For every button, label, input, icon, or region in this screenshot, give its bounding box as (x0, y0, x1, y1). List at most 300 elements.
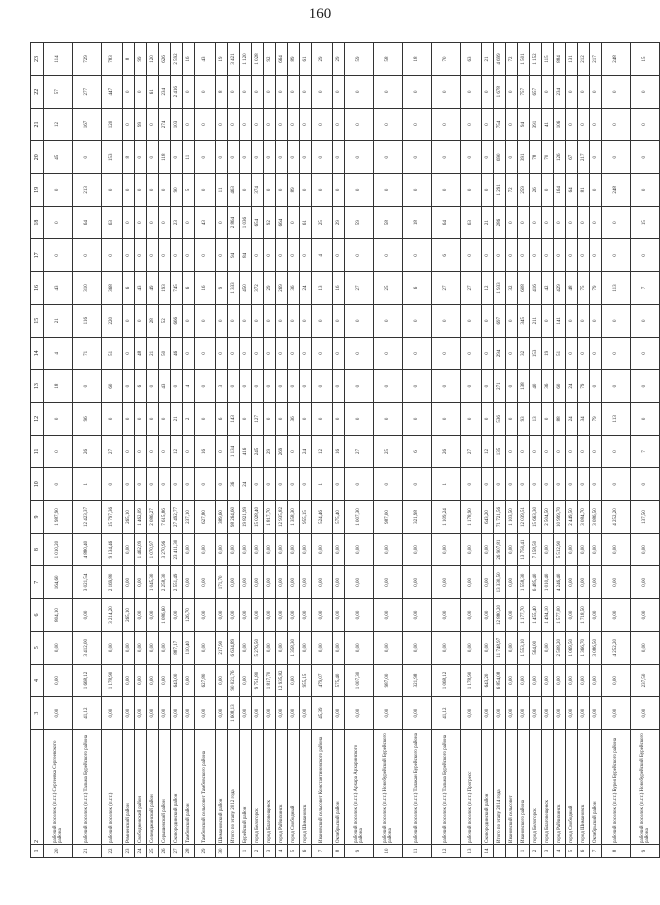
value-cell: 0,00 (240, 566, 252, 599)
value-cell: 27 (432, 272, 461, 305)
value-cell: 40 (530, 370, 542, 403)
value-cell: 36 (542, 370, 554, 403)
value-cell: 3 214,20 (102, 599, 123, 632)
value-cell: 0 (631, 75, 660, 108)
value-cell: 0,00 (506, 664, 518, 697)
value-cell: 7 158,50 (530, 533, 542, 566)
value-cell: 0,00 (566, 599, 578, 632)
value-cell: 0,00 (566, 664, 578, 697)
value-cell: 0 (195, 75, 216, 108)
value-cell: 0 (135, 141, 147, 174)
row-number-cell: 30 (216, 845, 228, 858)
value-cell: 0 (183, 108, 195, 141)
table-row (252, 43, 264, 858)
value-cell: 391 (530, 108, 542, 141)
value-cell: 0 (403, 75, 432, 108)
value-cell: 1 036 (240, 206, 252, 239)
value-cell: 0 (345, 174, 374, 207)
value-cell: 0 (240, 174, 252, 207)
value-cell: 447 (102, 75, 123, 108)
value-cell: 1 (432, 468, 461, 501)
value-cell: 0,00 (461, 566, 482, 599)
value-cell: 321,98 (403, 501, 432, 534)
value-cell: 0 (288, 304, 300, 337)
value-cell: 310 (73, 272, 102, 305)
value-cell: 0,00 (312, 631, 333, 664)
name-cell: 2 (31, 730, 44, 845)
value-cell: 0 (216, 304, 228, 337)
value-cell: 0 (123, 435, 135, 468)
value-cell: 25 (374, 272, 403, 305)
name-cell: Тамбовский сельсовет Тамбовского района (195, 730, 216, 845)
value-cell: 0 (228, 75, 240, 108)
value-cell: 114 (44, 43, 73, 76)
value-cell: 0 (631, 304, 660, 337)
value-cell: 63 (461, 206, 482, 239)
value-cell: 72 (506, 43, 518, 76)
value-cell: 0,00 (590, 599, 602, 632)
value-cell: 16 (333, 272, 345, 305)
value-cell: 0 (333, 402, 345, 435)
value-cell: 41,12 (73, 697, 102, 730)
value-cell: 15 (631, 43, 660, 76)
value-cell: 0 (123, 239, 135, 272)
name-cell: город Райчихинск (554, 730, 566, 845)
value-cell: 0 (183, 304, 195, 337)
value-cell: 0,00 (228, 533, 240, 566)
value-cell: 89 (288, 174, 300, 207)
value-cell: 1 608,13 (228, 697, 240, 730)
value-cell: 61 (147, 75, 159, 108)
value-cell: 0,00 (602, 566, 631, 599)
value-cell: 0 (631, 239, 660, 272)
value-cell: 71 (73, 337, 102, 370)
value-cell: 0,00 (288, 566, 300, 599)
value-cell: 1 103,50 (506, 501, 518, 534)
value-cell: 10 999,70 (554, 501, 566, 534)
table-row (147, 43, 159, 858)
value-cell: 0 (183, 435, 195, 468)
value-cell: 564,00 (530, 631, 542, 664)
row-number-cell: 8 (333, 845, 345, 858)
value-cell: 217 (590, 43, 602, 76)
value-cell: 2 449,50 (566, 501, 578, 534)
value-cell: 0 (542, 435, 554, 468)
name-cell: рабочий поселок (п.г.т.) Тальма Бурейского района (73, 730, 102, 845)
value-cell: 0,00 (147, 664, 159, 697)
value-cell: 0,00 (345, 631, 374, 664)
value-cell: 18 (44, 370, 73, 403)
value-cell: 269 (276, 272, 288, 305)
value-cell: 79 (578, 370, 590, 403)
value-cell: 1 028 (252, 43, 264, 76)
value-cell: 0 (228, 141, 240, 174)
value-cell: 217,90 (216, 631, 228, 664)
value-cell: 45 (44, 141, 73, 174)
value-cell: 0 (506, 468, 518, 501)
value-cell: 94 (228, 239, 240, 272)
value-cell: 0 (183, 239, 195, 272)
value-cell: 8 (123, 43, 135, 76)
value-cell: 59 (345, 206, 374, 239)
table-row (578, 43, 590, 858)
value-cell: 15 797,36 (102, 501, 123, 534)
value-cell: 0 (506, 435, 518, 468)
value-cell: 15 028,40 (252, 501, 264, 534)
value-cell: 0 (602, 370, 631, 403)
value-cell: 63 (461, 43, 482, 76)
value-cell: 16 (195, 435, 216, 468)
value-cell: 374 (252, 174, 264, 207)
value-cell: 0 (403, 370, 432, 403)
value-cell: 0,00 (506, 631, 518, 664)
value-cell: 0 (432, 370, 461, 403)
value-cell: 237,10 (183, 501, 195, 534)
value-cell: 0 (44, 468, 73, 501)
value-cell: 664 (276, 43, 288, 76)
value-cell: 0 (590, 370, 602, 403)
value-cell: 0 (403, 468, 432, 501)
value-cell: 4 (183, 370, 195, 403)
value-cell: 626 (159, 43, 171, 76)
value-cell: 0,00 (403, 533, 432, 566)
value-cell: 0,00 (240, 631, 252, 664)
value-cell: 0 (506, 75, 518, 108)
value-cell: 16 (31, 272, 44, 305)
value-cell: 0 (506, 108, 518, 141)
row-number-cell: 6 (300, 845, 312, 858)
value-cell: 127 (252, 402, 264, 435)
value-cell: 0 (195, 304, 216, 337)
value-cell: 9 751,80 (252, 664, 264, 697)
value-cell: 0 (312, 304, 333, 337)
value-cell: 0,00 (264, 697, 276, 730)
value-cell: 0,00 (374, 697, 403, 730)
value-cell: 0 (216, 108, 228, 141)
value-cell: 0 (288, 75, 300, 108)
value-cell: 0,00 (461, 599, 482, 632)
value-cell: 1 718,50 (578, 599, 590, 632)
value-cell: 0 (590, 304, 602, 337)
value-cell: 0 (482, 337, 494, 370)
value-cell: 43 (44, 272, 73, 305)
value-cell: 274 (159, 108, 171, 141)
row-number-cell: 7 (590, 845, 602, 858)
value-cell: 0 (312, 174, 333, 207)
value-cell: 5 512,90 (554, 533, 566, 566)
value-cell: 0 (530, 239, 542, 272)
value-cell: 0,00 (123, 697, 135, 730)
value-cell: 171,70 (216, 566, 228, 599)
value-cell: 237,50 (631, 664, 660, 697)
value-cell: 24 (300, 435, 312, 468)
value-cell: 0,00 (631, 533, 660, 566)
value-cell: 0 (252, 370, 264, 403)
value-cell: 0,00 (159, 631, 171, 664)
value-cell: 0,00 (566, 566, 578, 599)
value-cell: 0 (135, 75, 147, 108)
name-cell: рабочий поселок (п.г.т.) Талакан Бурейского района (403, 730, 432, 845)
value-cell: 19 821,99 (240, 501, 252, 534)
row-number-cell: 2 (530, 845, 542, 858)
value-cell: 0,00 (432, 631, 461, 664)
value-cell: 1 045,30 (147, 566, 159, 599)
value-cell: 13 (31, 370, 44, 403)
value-cell: 113 (602, 402, 631, 435)
row-number-cell: 26 (159, 845, 171, 858)
table-row (102, 43, 123, 858)
table-row (333, 43, 345, 858)
value-cell: 0 (252, 239, 264, 272)
value-cell: 0 (542, 206, 554, 239)
header-row (31, 43, 44, 858)
value-cell: 0 (506, 337, 518, 370)
table-row (276, 43, 288, 858)
value-cell: 211 (530, 304, 542, 337)
value-cell: 0 (44, 435, 73, 468)
value-cell: 0 (566, 435, 578, 468)
value-cell: 0 (252, 468, 264, 501)
value-cell: 3 270,96 (159, 533, 171, 566)
value-cell: 0 (578, 304, 590, 337)
value-cell: 0,00 (542, 631, 554, 664)
value-cell: 277 (73, 75, 102, 108)
value-cell: 0,00 (252, 533, 264, 566)
value-cell: 2 258,30 (159, 566, 171, 599)
value-cell: 2 086,27 (147, 501, 159, 534)
value-cell: 131 (566, 43, 578, 76)
value-cell: 135 (494, 435, 506, 468)
value-cell: 0 (264, 468, 276, 501)
value-cell: 70 (432, 43, 461, 76)
value-cell: 43 (195, 43, 216, 76)
value-cell: 2 416 (171, 75, 183, 108)
value-cell: 479,07 (312, 664, 333, 697)
value-cell: 0 (159, 239, 171, 272)
value-cell: 90 (171, 174, 183, 207)
table-row (171, 43, 183, 858)
value-cell: 0 (333, 239, 345, 272)
value-cell: 0 (252, 304, 264, 337)
value-cell: 0,00 (374, 533, 403, 566)
value-cell: 60 (554, 370, 566, 403)
value-cell: 0,00 (554, 697, 566, 730)
value-cell: 1 010,40 (542, 566, 554, 599)
value-cell: 32 (506, 272, 518, 305)
value-cell: 0 (631, 468, 660, 501)
value-cell: 0,00 (300, 599, 312, 632)
value-cell: 0,00 (240, 599, 252, 632)
value-cell: 6 (216, 402, 228, 435)
name-cell: рабочий поселок (п.г.т.) (102, 730, 123, 845)
value-cell: 0,00 (333, 599, 345, 632)
name-cell: Итого по этапу 2014 года (494, 730, 506, 845)
value-cell: 0,00 (312, 599, 333, 632)
value-cell: 0 (252, 337, 264, 370)
value-cell: 24 (566, 370, 578, 403)
value-cell: 345 (518, 304, 530, 337)
row-number-cell: 8 (602, 845, 631, 858)
value-cell: 0,00 (300, 566, 312, 599)
value-cell: 0 (461, 239, 482, 272)
value-cell: 0,00 (345, 599, 374, 632)
value-cell: 0,00 (461, 697, 482, 730)
value-cell: 0,00 (216, 664, 228, 697)
name-cell: город Райчихинск (276, 730, 288, 845)
value-cell: 18 (31, 206, 44, 239)
value-cell: 0,00 (276, 631, 288, 664)
row-number-cell: 13 (461, 845, 482, 858)
value-cell: 8 (31, 533, 44, 566)
value-cell: 6 (432, 239, 461, 272)
row-number-cell: 6 (578, 845, 590, 858)
value-cell: 3 412,00 (73, 631, 102, 664)
value-cell: 0 (171, 141, 183, 174)
value-cell: 0 (264, 239, 276, 272)
value-cell: 690 (494, 141, 506, 174)
name-cell: Сковородинский район (171, 730, 183, 845)
value-cell: 0,00 (44, 631, 73, 664)
value-cell: 71 721,56 (494, 501, 506, 534)
value-cell: 0 (482, 239, 494, 272)
housing-table (30, 42, 660, 858)
value-cell: 48 (135, 337, 147, 370)
value-cell: 25 (374, 435, 403, 468)
value-cell: 0,00 (135, 631, 147, 664)
value-cell: 0 (482, 468, 494, 501)
value-cell: 6 854,08 (494, 664, 506, 697)
name-cell: город Свободный (288, 730, 300, 845)
value-cell: 0 (374, 174, 403, 207)
value-cell: 64 (73, 206, 102, 239)
value-cell: 60 (102, 370, 123, 403)
page-number: 160 (308, 6, 332, 22)
row-number-cell: 23 (123, 845, 135, 858)
table-row (518, 43, 530, 858)
value-cell: 0 (461, 370, 482, 403)
value-cell: 0,00 (135, 664, 147, 697)
value-cell: 0,00 (264, 533, 276, 566)
value-cell: 0 (566, 337, 578, 370)
value-cell: 0 (216, 435, 228, 468)
value-cell: 3 021,54 (73, 566, 102, 599)
value-cell: 89 (288, 43, 300, 76)
row-number-cell: 4 (276, 845, 288, 858)
value-cell: 0,00 (183, 664, 195, 697)
value-cell: 271 (494, 370, 506, 403)
value-cell: 21 (31, 108, 44, 141)
value-cell: 94 (518, 108, 530, 141)
value-cell: 0 (264, 141, 276, 174)
value-cell: 0 (374, 468, 403, 501)
value-cell: 0,00 (44, 664, 73, 697)
value-cell: 0 (276, 174, 288, 207)
value-cell: 12 (482, 272, 494, 305)
table-row (123, 43, 135, 858)
value-cell: 36 (228, 468, 240, 501)
value-cell: 0,00 (518, 664, 530, 697)
name-cell: город Шимановск (300, 730, 312, 845)
value-cell: 12 (44, 108, 73, 141)
value-cell: 0,00 (240, 664, 252, 697)
value-cell: 63 (102, 206, 123, 239)
row-number-cell: 22 (102, 845, 123, 858)
value-cell: 24 (240, 468, 252, 501)
row-number-cell: 7 (312, 845, 333, 858)
value-cell: 0 (345, 141, 374, 174)
value-cell: 0 (276, 108, 288, 141)
value-cell: 29 (333, 206, 345, 239)
value-cell: 8 (123, 141, 135, 174)
value-cell: 0,00 (602, 664, 631, 697)
value-cell: 43 (135, 272, 147, 305)
value-cell: 286 (494, 206, 506, 239)
value-cell: 0 (264, 174, 276, 207)
value-cell: 0 (276, 304, 288, 337)
value-cell: 110,40 (183, 631, 195, 664)
value-cell: 43 (159, 370, 171, 403)
value-cell: 0 (333, 370, 345, 403)
value-cell: 1 070,97 (147, 533, 159, 566)
value-cell: 1 (312, 468, 333, 501)
value-cell: 213 (73, 174, 102, 207)
value-cell: 2 508,20 (554, 631, 566, 664)
value-cell: 0 (631, 108, 660, 141)
value-cell: 16 (183, 43, 195, 76)
value-cell: 1 817,70 (264, 664, 276, 697)
value-cell: 391 (518, 141, 530, 174)
value-cell: 6 485,40 (530, 566, 542, 599)
value-cell: 2 864 (228, 206, 240, 239)
value-cell: 52 (159, 304, 171, 337)
value-cell: 153 (530, 337, 542, 370)
value-cell: 0 (432, 141, 461, 174)
value-cell: 0 (288, 370, 300, 403)
name-cell: Серышевский район (159, 730, 171, 845)
value-cell: 36 (288, 402, 300, 435)
value-cell: 0,00 (530, 664, 542, 697)
value-cell: 1 007,30 (345, 664, 374, 697)
row-number-cell: 29 (195, 845, 216, 858)
value-cell: 18 (403, 43, 432, 76)
value-cell: 0 (482, 370, 494, 403)
value-cell: 12 880,20 (494, 599, 506, 632)
value-cell: 389,60 (216, 501, 228, 534)
value-cell: 0,00 (602, 533, 631, 566)
value-cell: 0 (159, 174, 171, 207)
value-cell: 70 (542, 141, 554, 174)
value-cell: 0,00 (590, 566, 602, 599)
value-cell: 0 (159, 402, 171, 435)
value-cell: 804,10 (44, 599, 73, 632)
value-cell: 1 068,12 (432, 664, 461, 697)
value-cell: 0,00 (482, 533, 494, 566)
value-cell: 955,15 (300, 664, 312, 697)
value-cell: 0,00 (494, 697, 506, 730)
value-cell: 25 (312, 206, 333, 239)
value-cell: 0 (171, 370, 183, 403)
row-number-cell: 10 (374, 845, 403, 858)
value-cell: 61 (300, 206, 312, 239)
value-cell: 12 (171, 435, 183, 468)
value-cell: 0,00 (578, 566, 590, 599)
value-cell: 84 (240, 239, 252, 272)
value-cell: 0 (461, 304, 482, 337)
value-cell: 654 (252, 206, 264, 239)
value-cell: 0 (578, 435, 590, 468)
value-cell: 0,00 (432, 566, 461, 599)
value-cell: 12 (312, 435, 333, 468)
